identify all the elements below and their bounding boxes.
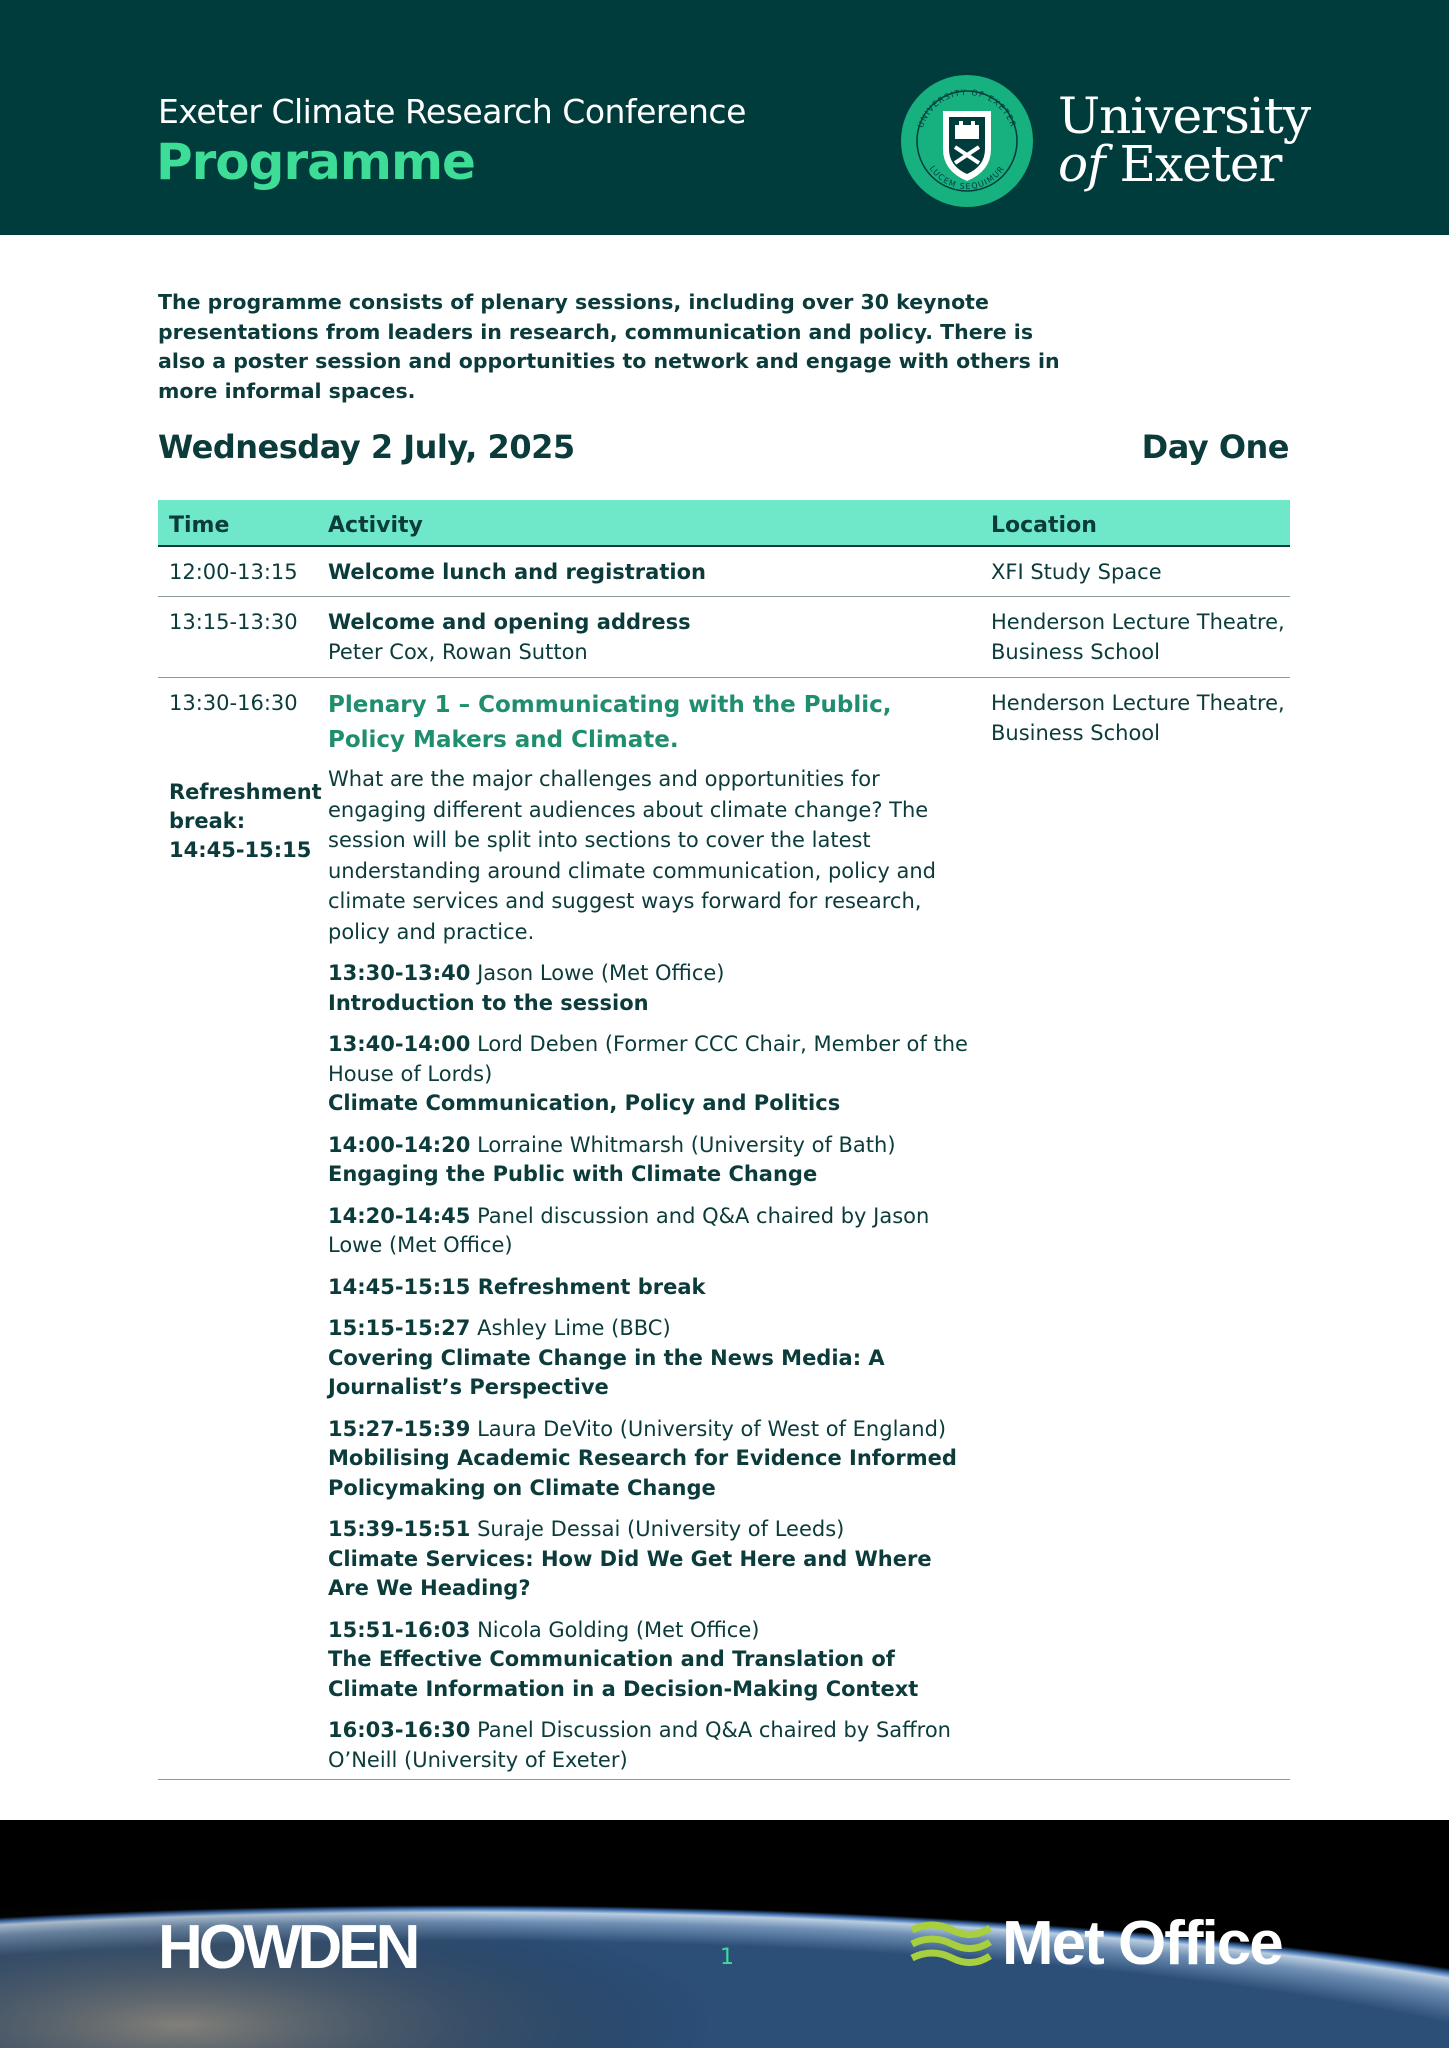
talk-speaker: Nicola Golding (Met Office) [470,1617,760,1642]
talk-time: 15:39-15:51 [328,1517,471,1541]
intro-paragraph: The programme consists of plenary sessions, including over 30 keynote presentations from leaders in research, communication and policy. There is also a poster session and opportunities to network and engage with others in more informal spaces. [158,290,1060,403]
row-location [991,688,1291,748]
talk-time: 14:20-14:45 [328,1203,471,1228]
talk-title: Climate Services: How Did We Get Here and Where Are We Heading? [328,1546,932,1600]
talk-item [328,1716,968,1775]
talk-time-speaker [328,1314,968,1344]
talk-speaker: Lorraine Whitmarsh (University of Bath) [470,1132,896,1157]
talk-time: 13:30-13:40 [328,961,471,985]
location-line: Henderson Lecture Theatre, [991,610,1285,634]
met-office-wave-icon [910,1918,992,1968]
header-location: Location [991,513,1097,538]
table-header [158,500,1290,547]
talk-time-speaker [328,1273,968,1303]
break-note-line: 14:45-15:15 [169,838,312,862]
programme-table [158,500,1290,1780]
row-activity [328,607,968,667]
header-activity: Activity [328,513,423,538]
talk-speaker: Panel discussion and Q&A chaired by Jason Lowe (Met Office) [328,1203,930,1257]
talk-item [328,959,968,1018]
page-title: Programme [156,133,475,191]
talk-title: Covering Climate Change in the News Media: A Journalist’s Perspective [328,1345,885,1399]
talk-speaker: Laura DeVito (University of West of England) [470,1416,947,1441]
break-note-line: Refreshment [169,780,322,804]
table-row-plenary [158,678,1290,1780]
talk-time: 15:27-15:39 [328,1416,471,1441]
talk-item [328,1415,968,1504]
talk-item [328,1616,968,1705]
talk-item [328,1515,968,1604]
talk-title: The Effective Communication and Translation of Climate Information in a Decision-Making Context [328,1647,919,1701]
page-number: 1 [720,1945,734,1970]
talk-speaker: Panel Discussion and Q&A chaired by Saffron O’Neill (University of Exeter) [328,1718,951,1772]
location-line: Henderson Lecture Theatre, [991,691,1285,715]
talk-time: 14:45-15:15 Refreshment break [328,1274,706,1299]
university-line1: University [1058,87,1311,145]
crest-text-top: UNIVERSITY OF EXETER [916,87,1018,130]
talk-time-speaker [328,1716,968,1775]
header-time: Time [169,513,230,538]
row-activity: Welcome lunch and registration [328,560,706,584]
activity-speakers: Peter Cox, Rowan Sutton [328,640,588,664]
crest-text-bottom: LUCEM SEQUIMUR [927,163,1007,192]
talk-time: 15:51-16:03 [328,1617,471,1642]
talk-speaker: Lord Deben (Former CCC Chair, Member of the House of Lords) [328,1032,968,1086]
university-line2: Exeter [1119,135,1282,193]
refreshment-break-note [169,778,322,865]
row-location [991,607,1291,667]
talk-title: Climate Communication, Policy and Politics [328,1091,841,1115]
talk-time-speaker [328,1030,968,1089]
talk-time-speaker [328,1131,968,1161]
table-row [158,597,1290,678]
plenary-title-line: Policy Makers and Climate. [328,727,679,753]
talk-title: Introduction to the session [328,990,649,1015]
talk-time: 14:00-14:20 [328,1132,471,1157]
plenary-title [328,688,968,758]
talk-speaker: Ashley Lime (BBC) [470,1316,671,1340]
row-time: 12:00-13:15 [169,560,298,584]
talk-item [328,1314,968,1403]
row-location: XFI Study Space [991,560,1162,584]
talk-title: Engaging the Public with Climate Change [328,1162,818,1186]
talk-title: Mobilising Academic Research for Evidence Informed Policymaking on Climate Change [328,1446,957,1500]
met-office-logo: Met Office [1002,1909,1282,1978]
howden-logo: HOWDEN [158,1913,417,1982]
conference-title: Exeter Climate Research Conference [158,92,746,131]
day-label: Day One [1141,428,1289,466]
plenary-activity [328,688,968,1775]
talk-time-speaker [328,1202,968,1261]
university-wordmark [1058,87,1311,193]
talk-time: 16:03-16:30 [328,1718,471,1742]
location-line: Business School [991,640,1160,664]
break-note-line: break: [169,809,246,833]
location-line: Business School [991,721,1160,745]
university-crest-logo [899,73,1035,209]
talk-time-speaker [328,1515,968,1545]
talk-speaker: Suraje Dessai (University of Leeds) [470,1517,845,1541]
talk-item [328,1273,968,1303]
talk-time: 15:15-15:27 [328,1316,471,1340]
activity-title: Welcome and opening address [328,610,691,634]
university-of: of [1058,135,1105,193]
talk-time: 13:40-14:00 [328,1032,471,1056]
plenary-description: What are the major challenges and opportunities for engaging different audiences about climate change? The session will be split into sections to cover the latest understanding around climate communication, policy and climate services and suggest ways forward for research, policy and practice. [328,767,936,944]
talk-item [328,1131,968,1190]
plenary-title-line: Plenary 1 – Communicating with the Public, [328,692,892,718]
table-row [158,547,1290,597]
row-time: 13:30-16:30 [169,691,298,715]
talk-time-speaker [328,1616,968,1646]
talk-speaker: Jason Lowe (Met Office) [470,961,725,985]
talk-item [328,1202,968,1261]
talk-time-speaker [328,1415,968,1445]
talk-time-speaker [328,959,968,989]
talk-item [328,1030,968,1119]
row-time: 13:15-13:30 [169,610,298,634]
talk-list [328,959,968,1775]
day-date: Wednesday 2 July, 2025 [158,428,575,466]
